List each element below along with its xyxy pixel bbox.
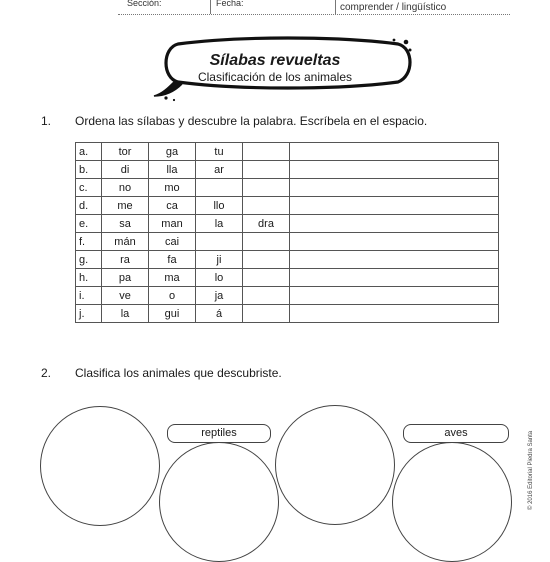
row-letter: h. <box>76 269 102 287</box>
syllable-cell: ve <box>102 287 149 305</box>
table-row <box>76 269 499 287</box>
row-letter: j. <box>76 305 102 323</box>
classification-circle[interactable] <box>275 405 395 525</box>
table-row <box>76 233 499 251</box>
table-row <box>76 197 499 215</box>
syllable-cell <box>243 233 290 251</box>
question-1-text: Ordena las sílabas y descubre la palabra. Escríbela en el espacio. <box>75 114 428 128</box>
page-subtitle: Clasificación de los animales <box>197 70 353 84</box>
page-title: Sílabas revueltas <box>209 52 341 69</box>
syllable-cell: tor <box>102 143 149 161</box>
syllable-cell <box>243 269 290 287</box>
row-letter: f. <box>76 233 102 251</box>
skill-text: comprender / lingüístico <box>340 2 447 13</box>
question-2-text: Clasifica los animales que descubriste. <box>75 366 282 380</box>
table-row <box>76 287 499 305</box>
syllable-cell: lla <box>149 161 196 179</box>
answer-cell[interactable] <box>290 251 499 269</box>
syllable-cell: ga <box>149 143 196 161</box>
answer-cell[interactable] <box>290 215 499 233</box>
row-letter: g. <box>76 251 102 269</box>
answer-cell[interactable] <box>290 305 499 323</box>
syllable-cell: me <box>102 197 149 215</box>
row-letter: a. <box>76 143 102 161</box>
fecha-label: Fecha: <box>216 0 244 8</box>
syllable-cell: á <box>196 305 243 323</box>
row-letter: e. <box>76 215 102 233</box>
syllable-cell: ra <box>102 251 149 269</box>
syllable-cell: dra <box>243 215 290 233</box>
syllable-cell: ja <box>196 287 243 305</box>
syllable-cell: pa <box>102 269 149 287</box>
row-letter: i. <box>76 287 102 305</box>
table-row <box>76 251 499 269</box>
syllable-cell: tu <box>196 143 243 161</box>
classification-circle-aves[interactable] <box>392 442 512 562</box>
classification-circle-reptiles[interactable] <box>159 442 279 562</box>
syllable-cell: fa <box>149 251 196 269</box>
header-dotted-line <box>118 14 510 15</box>
syllable-cell <box>243 143 290 161</box>
syllable-cell: no <box>102 179 149 197</box>
table-row <box>76 161 499 179</box>
table-row <box>76 305 499 323</box>
answer-cell[interactable] <box>290 287 499 305</box>
table-row <box>76 143 499 161</box>
syllable-cell <box>243 197 290 215</box>
row-letter: c. <box>76 179 102 197</box>
syllable-cell: lo <box>196 269 243 287</box>
question-2-number: 2. <box>41 366 52 380</box>
syllable-cell: la <box>102 305 149 323</box>
syllable-cell: llo <box>196 197 243 215</box>
classification-circle[interactable] <box>40 406 160 526</box>
syllable-cell: cai <box>149 233 196 251</box>
syllable-cell: ma <box>149 269 196 287</box>
syllable-cell: o <box>149 287 196 305</box>
question-1-number: 1. <box>41 114 52 128</box>
table-row <box>76 215 499 233</box>
answer-cell[interactable] <box>290 233 499 251</box>
syllable-cell: mo <box>149 179 196 197</box>
syllable-cell: sa <box>102 215 149 233</box>
syllable-cell <box>243 161 290 179</box>
answer-cell[interactable] <box>290 161 499 179</box>
answer-cell[interactable] <box>290 143 499 161</box>
answer-cell[interactable] <box>290 179 499 197</box>
table-row <box>76 179 499 197</box>
row-letter: d. <box>76 197 102 215</box>
aves-label: aves <box>403 424 509 443</box>
syllable-cell: la <box>196 215 243 233</box>
syllable-cell <box>243 179 290 197</box>
copyright-text: © 2016 Editorial Piedra Santa <box>528 430 534 510</box>
syllable-cell <box>243 287 290 305</box>
syllable-cell: ar <box>196 161 243 179</box>
syllable-cell: ji <box>196 251 243 269</box>
reptiles-label: reptiles <box>167 424 271 443</box>
syllable-cell: mán <box>102 233 149 251</box>
syllable-cell: man <box>149 215 196 233</box>
header-divider <box>335 0 336 14</box>
syllable-table <box>75 142 499 323</box>
seccion-label: Sección: <box>127 0 162 8</box>
syllable-cell <box>243 251 290 269</box>
answer-cell[interactable] <box>290 197 499 215</box>
syllable-cell: ca <box>149 197 196 215</box>
syllable-cell <box>196 233 243 251</box>
row-letter: b. <box>76 161 102 179</box>
syllable-cell: gui <box>149 305 196 323</box>
syllable-cell <box>196 179 243 197</box>
syllable-cell: di <box>102 161 149 179</box>
answer-cell[interactable] <box>290 269 499 287</box>
syllable-cell <box>243 305 290 323</box>
header-divider <box>210 0 211 14</box>
